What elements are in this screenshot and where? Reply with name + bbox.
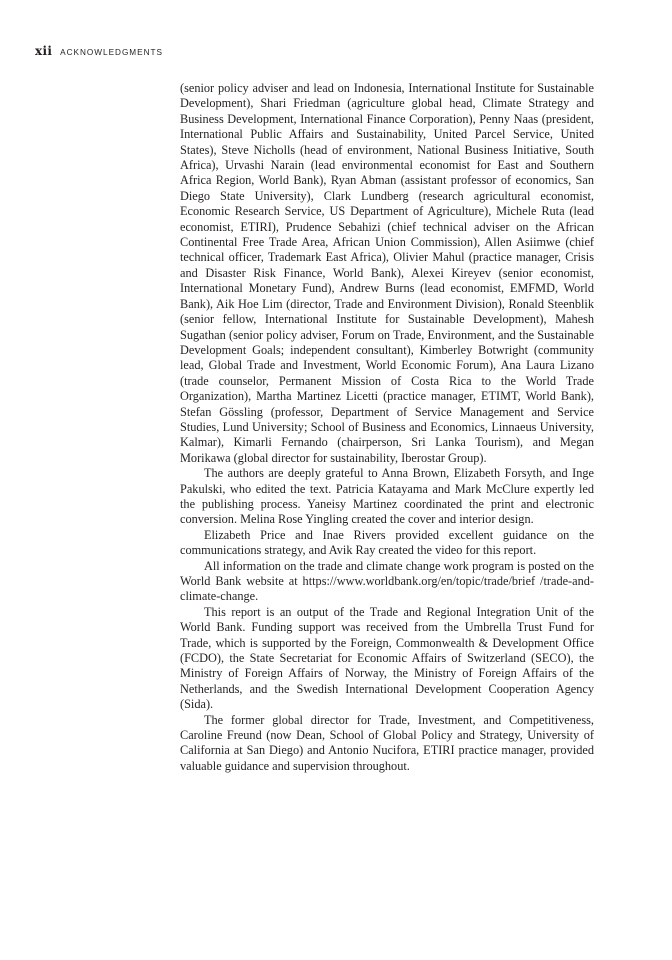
paragraph-funding: This report is an output of the Trade and Regional Integration Unit of the World Bank. Funding support was received from the Umbrella Trust Fund for Trade, which is supported by the Foreign, Commonwealth & Development Office (FCDO), the State Secretariat for Economic Affairs of Switzerland (SECO), the Ministry of Foreign Affairs of Norway, the Ministry of Foreign Affairs of the Netherlands, and the Swedish International Development Cooperation Agency (Sida).	[180, 604, 594, 712]
body-text	[180, 81, 594, 774]
section-title: ACKNOWLEDGMENTS	[60, 48, 163, 57]
paragraph-supervision: The former global director for Trade, Investment, and Competitiveness, Caroline Freund (now Dean, School of Global Policy and Strategy, University of California at San Diego) and Antonio Nucifora, ETIRI practice manager, provided valuable guidance and supervision throughout.	[180, 712, 594, 773]
page-number: xii	[35, 44, 53, 58]
paragraph-communications: Elizabeth Price and Inae Rivers provided excellent guidance on the communications strategy, and Avik Ray created the video for this report.	[180, 527, 594, 558]
paragraph-reviewers-continued: (senior policy adviser and lead on Indonesia, International Institute for Sustainable Development), Shari Friedman (agriculture global head, Climate Strategy and Business Development, International Finance Corporation), Penny Naas (president, International Public Affairs and Sustainability, United Parcel Service, United States), Steve Nicholls (head of environment, National Business Initiative, South Africa), Urvashi Narain (lead environmental economist for East and Southern Africa Region, World Bank), Ryan Abman (assistant professor of economics, San Diego State University), Clark Lundberg (research agricultural economist, Economic Research Service, US Department of Agriculture), Michele Ruta (lead economist, ETIRI), Prudence Sebahizi (chief technical adviser on the African Continental Free Trade Area, African Union Commission), Allen Asiimwe (chief technical officer, Trademark East Africa), Olivier Mahul (practice manager, Crisis and Disaster Risk Finance, World Bank), Alexei Kireyev (senior economist, International Monetary Fund), Andrew Burns (lead economist, EMFMD, World Bank), Aik Hoe Lim (director, Trade and Environment Division), Ronald Steenblik (senior fellow, International Institute for Sustainable Development), Mahesh Sugathan (senior policy adviser, Forum on Trade, Environment, and the Sustainable Development Goals; independent consultant), Kimberley Botwright (community lead, Global Trade and Investment, World Economic Forum), Ana Laura Lizano (trade counselor, Permanent Mission of Costa Rica to the World Trade Organization), Martha Martinez Licetti (practice manager, ETIMT, World Bank), Stefan Gössling (professor, Department of Service Management and Service Studies, Lund University; School of Business and Economics, Linnaeus University, Kalmar), Kimarli Fernando (chairperson, Sri Lanka Tourism), and Megan Morikawa (global director for sustainability, Iberostar Group).	[180, 81, 594, 465]
paragraph-editors: The authors are deeply grateful to Anna Brown, Elizabeth Forsyth, and Inge Pakulski, who edited the text. Patricia Katayama and Mark McClure expertly led the publishing process. Yaneisy Martinez coordinated the print and electronic conversion. Melina Rose Yingling created the cover and interior design.	[180, 466, 594, 527]
running-head	[35, 44, 163, 60]
paragraph-website: All information on the trade and climate change work program is posted on the World Bank website at https://www.worldbank.org/en/topic/trade/brief /trade-and-climate-change.	[180, 558, 594, 604]
